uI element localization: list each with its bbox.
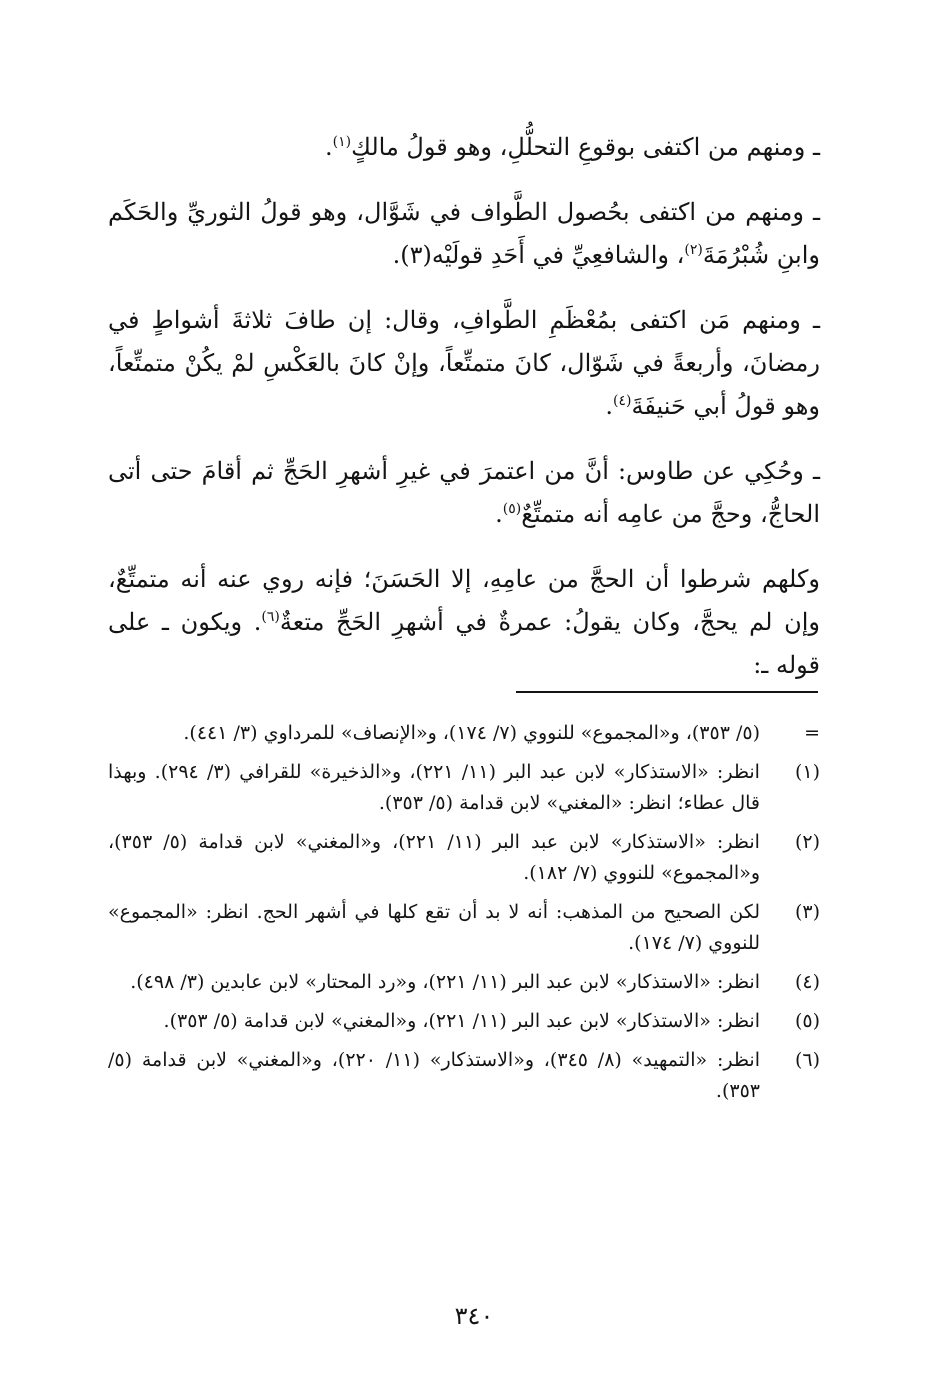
footnote-number: (٥) [794,1010,820,1032]
footnote-text: انظر: «الاستذكار» لابن عبد البر (١١/ ٢٢١)، و«الذخيرة» للقرافي (٣/ ٢٩٤). وبهذا قال عطاء؛ انظر: «المغني» لابن قدامة (٥/ ٣٥٣). [108,761,760,814]
footnote-number: (٦) [794,1049,820,1071]
footnote-ref-5: (٥) [502,501,522,517]
footnote-text: انظر: «الاستذكار» لابن عبد البر (١١/ ٢٢١)، و«المغني» لابن قدامة (٥/ ٣٥٣). [163,1010,760,1032]
footnote-ref-2: (٢) [684,242,703,258]
footnote-text: انظر: «الاستذكار» لابن عبد البر (١١/ ٢٢١)، و«رد المحتار» لابن عابدين (٣/ ٤٩٨). [130,971,760,993]
footnote-number: (٣) [794,901,820,923]
paragraph-2: ـ ومنهم من اكتفى بحُصول الطَّواف في شَوَّال، وهو قولُ الثوريِّ والحَكَم وابنِ شُبْرُمَةَ$^{(٢)}$، والشافعِيِّ في أَحَدِ قولَيْه(٣). [108,198,820,269]
paragraph-1: ـ ومنهم من اكتفى بوقوعِ التحلُّلِ، وهو قولُ مالكٍ$^{(١)}$. [324,133,820,161]
main-text [108,126,820,709]
footnote-ref-6: (٦) [261,609,280,625]
footnote-5 [108,1006,820,1037]
footnote-ref-4: (٤) [613,393,632,409]
footnote-text: لكن الصحيح من المذهب: أنه لا بد أن تقع كلها في أشهر الحج. انظر: «المجموع» للنووي (٧/ ١٧٤). [108,901,760,954]
footnote-3 [108,897,820,959]
footnote-number: (٤) [794,971,820,993]
footnote-4 [108,967,820,998]
footnotes [108,718,820,1115]
footnote-text: انظر: «الاستذكار» لابن عبد البر (١١/ ٢٢١)، و«المغني» لابن قدامة (٥/ ٣٥٣)، و«المجموع» للنووي (٧/ ١٨٢). [108,831,760,884]
footnote-continued [108,718,820,749]
paragraph-4: ـ وحُكِي عن طاوس: أنَّ من اعتمرَ في غيرِ أشهرِ الحَجِّ ثم أقامَ حتى أتى الحاجُّ، وحجَّ من عامِه أنه متمتِّعٌ$^{(٥)}$. [108,457,820,528]
paragraph-3: ـ ومنهم مَن اكتفى بمُعْظَمِ الطَّوافِ، وقال: إن طافَ ثلاثةَ أشواطٍ في رمضانَ، وأربعةً في شَوّال، كانَ متمتِّعاً، وإنْ كانَ بالعَكْسِ لمْ يكُنْ متمتِّعاً، وهو قولُ أبي حَنيفَةَ$^{(٤)}$. [108,306,820,420]
footnote-marker: = [804,722,820,744]
footnote-6 [108,1045,820,1107]
page-number: ٣٤٠ [454,1302,494,1330]
footnote-number: (٢) [794,831,820,853]
footnote-number: (١) [794,761,820,783]
footnote-text: انظر: «التمهيد» (٨/ ٣٤٥)، و«الاستذكار» (١١/ ٢٢٠)، و«المغني» لابن قدامة (٥/ ٣٥٣). [108,1049,760,1102]
footnote-2 [108,827,820,889]
footnote-1 [108,757,820,819]
paragraph-5: وكلهم شرطوا أن الحجَّ من عامِهِ، إلا الحَسَنَ؛ فإنه روي عنه أنه متمتِّعٌ، وإن لم يحجَّ، وكان يقولُ: عمرةٌ في أشهرِ الحَجِّ متعةٌ$^{(٦)}$. ويكون ـ على قوله ـ: [108,565,820,679]
footnote-separator [516,691,818,693]
footnote-ref-1: (١) [332,134,352,150]
footnote-text: (٥/ ٣٥٣)، و«المجموع» للنووي (٧/ ١٧٤)، و«الإنصاف» للمرداوي (٣/ ٤٤١). [183,722,760,744]
